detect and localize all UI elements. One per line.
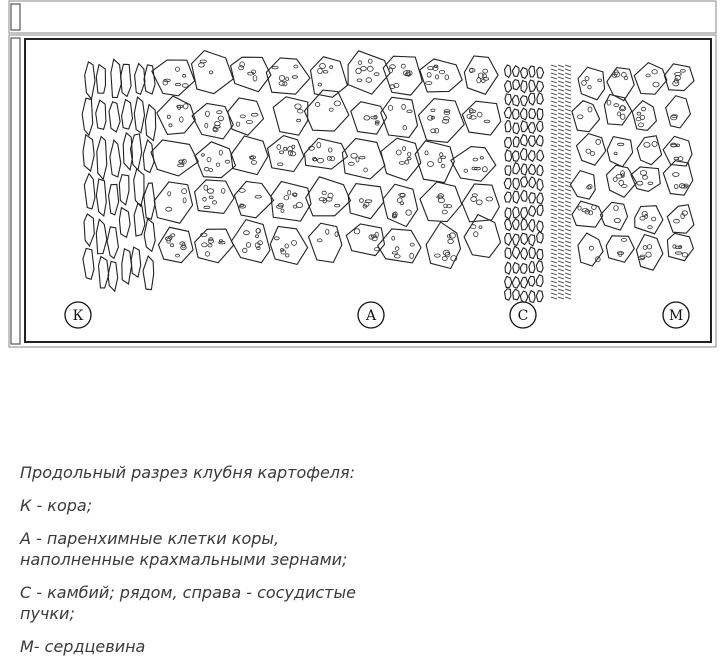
caption-item-pith: М- сердцевина	[20, 637, 146, 656]
label-cambium	[510, 302, 536, 328]
label-cortex-text: К	[72, 308, 84, 324]
tuber-section-diagram	[8, 0, 718, 348]
caption-item-parenchyma: А - паренхимные клетки коры, наполненные крахмальными зернами;	[20, 529, 348, 569]
label-pith	[663, 302, 689, 328]
side-frame-handle	[11, 38, 20, 344]
caption-title: Продольный разрез клубня картофеля:	[20, 463, 356, 482]
figure-frame	[8, 0, 718, 348]
top-frame-handle	[11, 4, 20, 30]
caption-item-cambium: С - камбий; рядом, справа - сосудистые пучки;	[20, 583, 356, 623]
label-parenchyma	[358, 302, 384, 328]
label-parenchyma-text: А	[365, 308, 377, 324]
figure-caption	[20, 462, 380, 669]
label-cambium-text: С	[517, 308, 529, 324]
label-pith-text: М	[668, 308, 684, 324]
caption-item-cortex: К - кора;	[20, 496, 93, 515]
label-cortex	[65, 302, 91, 328]
top-frame-bar	[9, 1, 716, 33]
